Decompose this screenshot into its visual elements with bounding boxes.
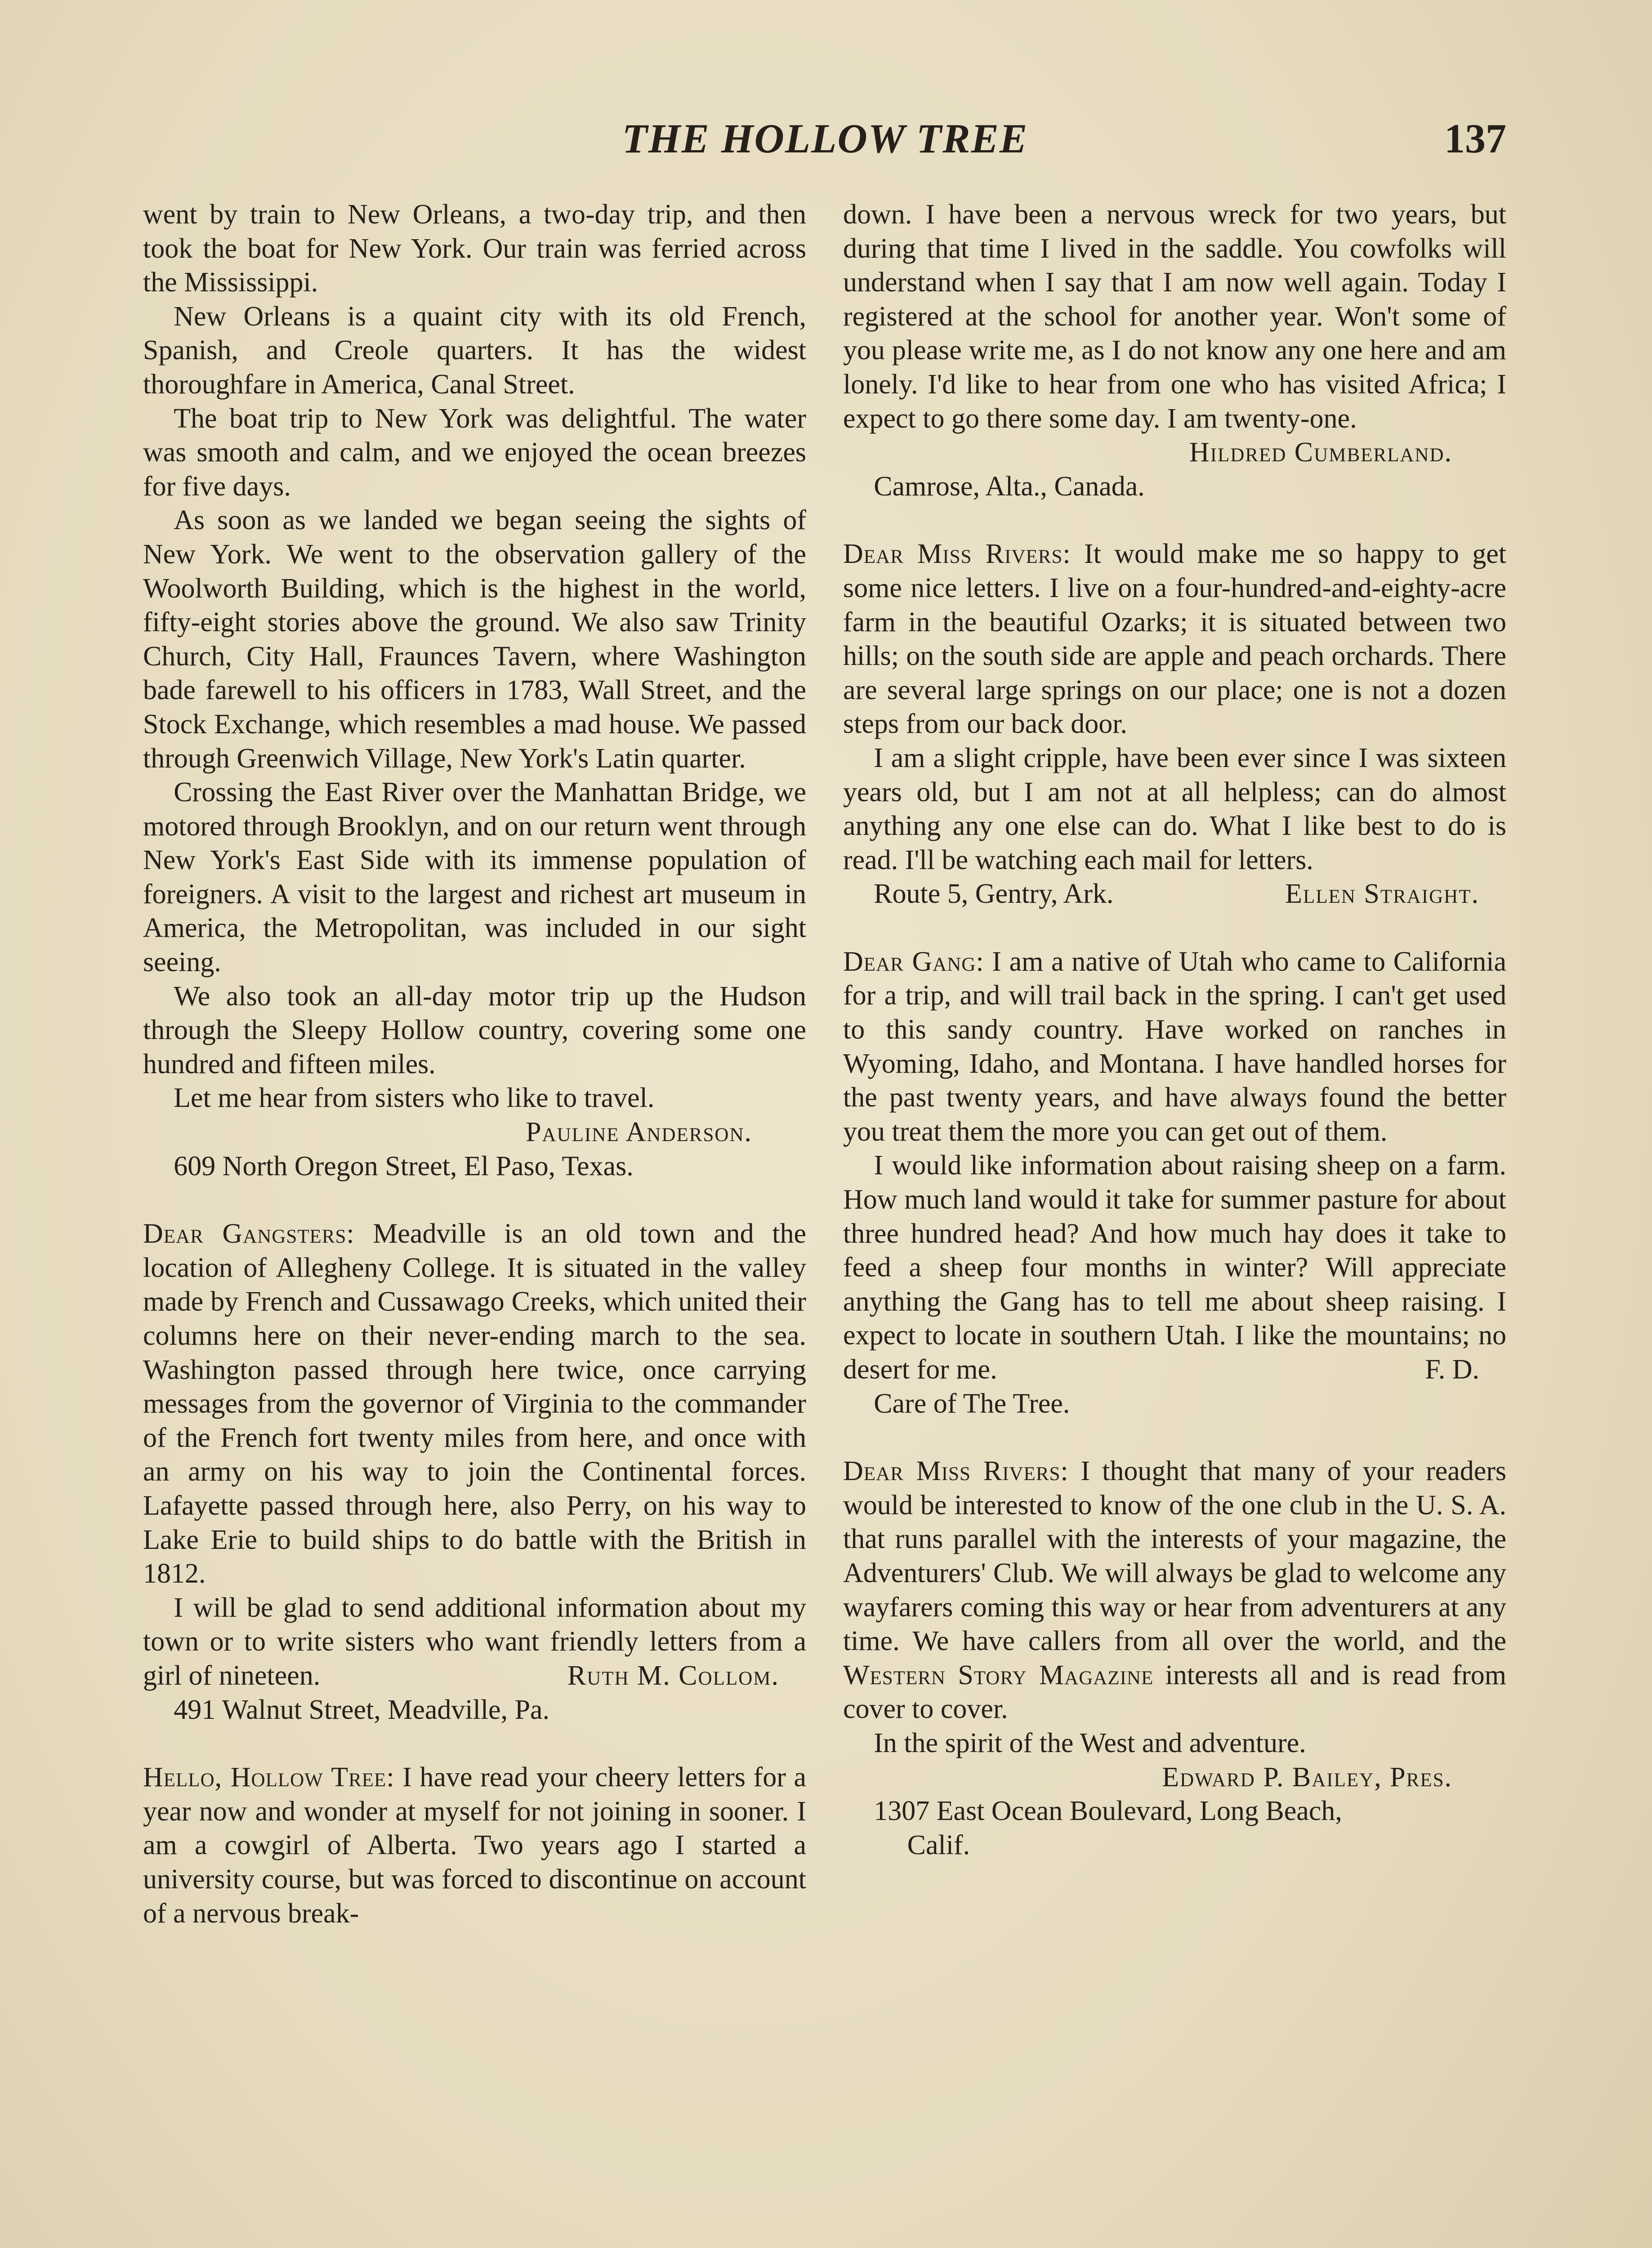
letter-paragraph: As soon as we landed we began seeing the sights of New York. We went to the observation gallery of the Woolworth Building, which is the highest in the world, fifty-eight stories above the ground. We also saw Trinity Church, City Hall, Fraunces Tavern, where Washington bade farewell to his officers in 1783, Wall Street, and the Stock Exchange, which resembles a mad house. We passed through Greenwich Village, New York's Latin quarter.	[143, 505, 806, 774]
letter-paragraph	[843, 1149, 1506, 1387]
letter-address: Care of The Tree.	[874, 1388, 1070, 1419]
letter-signature: Ruth M. Collom.	[567, 1660, 779, 1691]
letter-salutation: Dear Miss Rivers:	[843, 539, 1071, 570]
magazine-name: Western Story Magazine	[843, 1659, 1154, 1690]
letter-paragraph: went by train to New Orleans, a two-day trip, and then took the boat for New York. Our train was ferried across the Mississippi.	[143, 199, 806, 298]
letter-salutation: Dear Gangsters:	[143, 1218, 355, 1249]
letter-text: I have read your cheery letters for a year now and wonder at myself for not joining in sooner. I am a cowgirl of Alberta. Two years ago I started a university course, but was forced to discontinue on account of a nervous break-	[143, 1762, 806, 1929]
letter-signature: Ellen Straight.	[1285, 879, 1479, 910]
letter-signature: Pauline Anderson.	[526, 1117, 752, 1148]
page-title: THE HOLLOW TREE	[622, 116, 1028, 161]
letter-salutation: Hello, Hollow Tree:	[143, 1762, 395, 1793]
running-head	[144, 115, 1506, 169]
letter-paragraph: Let me hear from sisters who like to travel.	[174, 1083, 655, 1114]
letter-signature: Hildred Cumberland.	[1189, 437, 1452, 468]
letter-paragraph	[143, 1217, 806, 1591]
letter-text: I am a slight cripple, have been ever since I was sixteen years old, but I am not at all helpless; can do almost anything any one else can do. What I like best to do is read. I'll be watching each mail for letters.	[843, 742, 1506, 875]
letter-paragraph: In the spirit of the West and adventure.	[874, 1727, 1306, 1758]
letter-paragraph: Crossing the East River over the Manhattan Bridge, we motored through Brooklyn, and on our return went through New York's East Side with its immense population of foreigners. A visit to the largest and richest art museum in America, the Metropolitan, was included in our sight seeing.	[143, 777, 806, 978]
letter-signature: F. D.	[1425, 1354, 1479, 1385]
letter-paragraph: We also took an all-day motor trip up the Hudson through the Sleepy Hollow country, covering some one hundred and fifteen miles.	[143, 981, 806, 1079]
letter-salutation: Dear Gang:	[843, 946, 984, 977]
letter-text: I would like information about raising sheep on a farm. How much land would it take for summer pasture for about three hundred head? And how much hay does it take to feed a sheep four months in winter? Will appreciate anything the Gang has to tell me about sheep raising. I expect to locate in southern Utah. I like the mountains; no desert for me.	[843, 1150, 1506, 1385]
page-number: 137	[1444, 116, 1506, 161]
letter-paragraph	[143, 1591, 806, 1693]
letter-paragraph	[843, 537, 1506, 741]
letter-address: 1307 East Ocean Boulevard, Long Beach,	[874, 1796, 1342, 1827]
letter-text: Meadville is an old town and the location of Allegheny College. It is situated in the valley made by French and Cussawago Creeks, which united their columns here on their never-ending march to the sea. Washington passed through here twice, once carrying messages from the governor of Virginia to the commander of the French fort twenty miles from here, and once with an army on his way to join the Continental forces. Lafayette passed through here, also Perry, on his way to Lake Erie to build ships to do battle with the British in 1812.	[143, 1218, 806, 1589]
letter-address: 609 North Oregon Street, El Paso, Texas.	[174, 1151, 634, 1182]
left-column	[143, 198, 806, 1931]
letter-paragraph	[143, 1761, 806, 1931]
letter-paragraph	[843, 1454, 1506, 1726]
letter-text: I will be glad to send additional information about my town or to write sisters who want friendly letters from a girl of nineteen.	[143, 1592, 806, 1691]
right-column	[843, 198, 1506, 1862]
letter-text: I thought that many of your readers would be interested to know of the one club in the U. S. A. that runs parallel with the interests of your magazine, the Adventurers' Club. We will always be glad to welcome any wayfarers coming this way or hear from adventurers at any time. We have callers from all over the world, and the	[843, 1456, 1506, 1657]
letter-address: Camrose, Alta., Canada.	[874, 471, 1145, 502]
letter-paragraph: The boat trip to New York was delightful. The water was smooth and calm, and we enjoyed the ocean breezes for five days.	[143, 403, 806, 502]
letter-text: I am a native of Utah who came to California for a trip, and will trail back in the spring. I can't get used to this sandy country. Have worked on ranches in Wyoming, Idaho, and Montana. I have handled horses for the past twenty years, and have always found the better you treat them the more you can get out of them.	[843, 946, 1506, 1147]
letter-paragraph: New Orleans is a quaint city with its old French, Spanish, and Creole quarters. It has the widest thoroughfare in America, Canal Street.	[143, 301, 806, 400]
letter-address: Calif.	[907, 1829, 970, 1860]
letter-address: 491 Walnut Street, Meadville, Pa.	[174, 1694, 550, 1725]
letter-paragraph	[843, 945, 1506, 1149]
letter-address: Route 5, Gentry, Ark.	[874, 879, 1114, 910]
letter-text: It would make me so happy to get some nice letters. I live on a four-hundred-and-eighty-acre farm in the beautiful Ozarks; it is situated between two hills; on the south side are apple and peach orchards. There are several large springs on our place; one is not a dozen steps from our back door.	[843, 539, 1506, 740]
letter-paragraph: down. I have been a nervous wreck for two years, but during that time I lived in the saddle. You cowfolks will understand when I say that I am now well again. Today I registered at the school for another year. Won't some of you please write me, as I do not know any one here and am lonely. I'd like to hear from one who has visited Africa; I expect to go there some day. I am twenty-one.	[843, 199, 1506, 434]
letter-text: interests all and is read from cover to cover.	[843, 1659, 1506, 1725]
letter-signature: Edward P. Bailey, Pres.	[1162, 1762, 1452, 1793]
letter-salutation: Dear Miss Rivers:	[843, 1456, 1069, 1487]
